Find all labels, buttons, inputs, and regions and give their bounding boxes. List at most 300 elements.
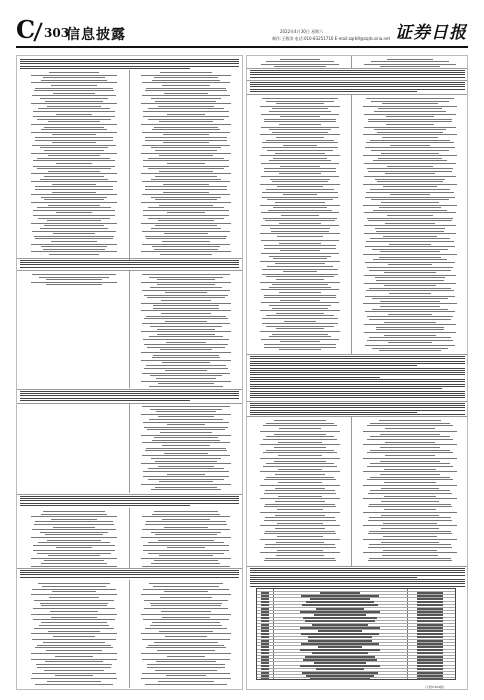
text-line — [368, 121, 452, 122]
text-line — [141, 360, 230, 361]
text-line — [267, 266, 334, 267]
text-line — [154, 77, 218, 78]
text-line — [264, 520, 336, 521]
text-line — [278, 442, 321, 443]
section-divider — [247, 80, 468, 81]
text-line — [145, 236, 227, 237]
text-line — [148, 479, 225, 480]
text-line — [276, 542, 325, 543]
text-line — [144, 295, 228, 296]
text-line — [142, 673, 230, 674]
text-line — [20, 59, 239, 60]
text-line — [35, 137, 113, 138]
text-line — [147, 297, 226, 298]
text-line — [145, 140, 227, 141]
text-line — [280, 166, 319, 167]
text-line — [363, 184, 456, 185]
text-line — [143, 476, 228, 477]
text-line — [363, 458, 456, 459]
text-line — [152, 129, 221, 130]
text-line — [44, 150, 104, 151]
text-line — [261, 212, 339, 213]
text-line — [272, 108, 327, 109]
text-line — [384, 509, 437, 510]
text-line — [35, 238, 113, 239]
text-line — [151, 489, 220, 490]
text-line — [381, 501, 439, 502]
text-line — [164, 527, 208, 528]
text-line — [33, 619, 116, 620]
text-line — [32, 589, 115, 590]
text-line — [37, 158, 110, 159]
text-line — [31, 653, 117, 654]
text-line — [269, 111, 331, 112]
text-line — [283, 194, 318, 195]
text-line — [262, 274, 338, 275]
text-line — [370, 463, 450, 464]
text-line — [52, 142, 95, 143]
text-line — [43, 511, 105, 512]
text-line — [250, 370, 465, 371]
text-line — [154, 642, 218, 643]
text-line — [40, 147, 107, 148]
text-line — [151, 563, 220, 564]
text-line — [276, 103, 324, 104]
text-line — [385, 455, 436, 456]
text-line — [47, 540, 100, 541]
text-line — [364, 283, 457, 284]
text-line — [275, 474, 326, 475]
text-line — [250, 412, 417, 413]
text-line — [41, 563, 107, 564]
text-line — [367, 479, 452, 480]
text-line — [141, 303, 230, 304]
text-line — [364, 324, 457, 325]
text-line — [370, 477, 451, 478]
text-line — [364, 114, 456, 115]
text-line — [373, 259, 448, 260]
text-line — [376, 327, 444, 328]
text-line — [389, 293, 432, 294]
text-line — [260, 458, 340, 459]
text-line — [369, 270, 451, 271]
text-line — [20, 574, 239, 575]
text-line — [33, 210, 115, 211]
text-line — [261, 114, 339, 115]
text-line — [250, 393, 465, 394]
text-line — [31, 251, 117, 252]
text-line — [375, 277, 444, 278]
text-line — [20, 262, 239, 263]
text-line — [144, 608, 229, 609]
section-divider — [17, 270, 243, 271]
text-line — [51, 617, 97, 618]
text-line — [250, 377, 380, 378]
text-line — [250, 391, 465, 392]
text-line — [142, 455, 230, 456]
text-line — [20, 570, 239, 571]
text-line — [53, 93, 96, 94]
text-line — [250, 397, 465, 398]
text-line — [155, 150, 217, 151]
text-line — [390, 194, 431, 195]
text-line — [367, 439, 453, 440]
text-line — [37, 645, 110, 646]
text-line — [161, 300, 211, 301]
text-line — [370, 436, 450, 437]
text-line — [379, 420, 440, 421]
text-line — [275, 528, 324, 529]
text-line — [152, 80, 220, 81]
text-line — [261, 253, 339, 254]
text-line — [266, 101, 333, 102]
text-line — [269, 305, 331, 306]
table-cell — [310, 678, 371, 680]
text-line — [383, 236, 437, 237]
section-title: 信息披露 — [66, 27, 126, 43]
text-line — [141, 614, 231, 615]
text-line — [383, 186, 438, 187]
text-line — [147, 664, 226, 665]
text-line — [141, 75, 231, 76]
text-line — [364, 233, 457, 234]
text-line — [20, 577, 239, 578]
text-line — [263, 218, 336, 219]
text-line — [142, 373, 230, 374]
text-line — [376, 280, 444, 281]
text-line — [267, 150, 334, 151]
text-line — [162, 617, 209, 618]
text-line — [374, 111, 447, 112]
text-line — [383, 523, 436, 524]
text-line — [141, 558, 231, 559]
text-line — [32, 529, 117, 530]
text-line — [154, 249, 218, 250]
text-line — [284, 321, 317, 322]
text-line — [20, 66, 239, 67]
column-divider — [129, 508, 130, 568]
text-line — [250, 407, 465, 408]
text-line — [250, 384, 465, 385]
text-line — [278, 496, 323, 497]
continuation-note: (下转C304版) — [425, 685, 445, 689]
text-line — [37, 207, 111, 208]
left-column-text — [17, 56, 242, 689]
text-line — [34, 600, 115, 601]
text-line — [368, 520, 452, 521]
text-line — [32, 231, 117, 232]
text-line — [387, 59, 433, 60]
text-line — [368, 119, 453, 120]
text-line — [165, 292, 207, 293]
text-line — [268, 210, 331, 211]
text-line — [155, 101, 216, 102]
text-line — [40, 228, 108, 229]
text-line — [49, 254, 100, 255]
text-line — [145, 137, 226, 138]
text-line — [264, 347, 336, 348]
text-line — [20, 398, 239, 399]
text-line — [165, 321, 207, 322]
text-line — [46, 650, 101, 651]
text-line — [265, 558, 335, 559]
text-line — [153, 305, 219, 306]
text-line — [269, 336, 331, 337]
text-line — [141, 633, 231, 634]
text-line — [20, 498, 239, 499]
text-line — [260, 233, 339, 234]
text-line — [155, 534, 216, 535]
section-divider — [17, 389, 243, 390]
text-line — [160, 349, 211, 350]
text-line — [35, 189, 113, 190]
text-line — [141, 103, 231, 104]
text-line — [279, 292, 320, 293]
text-line — [145, 189, 226, 190]
text-line — [381, 153, 439, 154]
text-line — [278, 469, 322, 470]
text-line — [51, 241, 96, 242]
text-line — [157, 284, 216, 285]
text-line — [368, 506, 453, 507]
text-line — [143, 111, 229, 112]
text-line — [49, 597, 99, 598]
text-line — [53, 527, 96, 528]
text-line — [31, 153, 118, 154]
text-line — [157, 334, 215, 335]
text-line — [376, 329, 445, 330]
text-line — [388, 342, 432, 343]
text-line — [142, 323, 229, 324]
text-line — [264, 121, 336, 122]
text-line — [366, 98, 455, 99]
text-line — [50, 611, 97, 612]
text-line — [151, 605, 220, 606]
text-line — [147, 347, 225, 348]
text-line — [145, 524, 227, 525]
text-line — [20, 61, 239, 62]
text-line — [40, 98, 108, 99]
text-line — [266, 315, 333, 316]
text-line — [275, 202, 325, 203]
text-line — [372, 309, 448, 310]
text-line — [165, 636, 208, 637]
text-line — [369, 531, 451, 532]
text-line — [277, 509, 322, 510]
text-line — [382, 555, 439, 556]
text-line — [31, 223, 118, 224]
text-line — [41, 622, 106, 623]
text-line — [379, 257, 441, 258]
text-line — [154, 560, 217, 561]
text-line — [365, 345, 456, 346]
text-line — [143, 215, 229, 216]
text-line — [141, 173, 231, 174]
text-line — [277, 536, 323, 537]
text-line — [374, 129, 446, 130]
text-line — [365, 262, 456, 263]
text-line — [167, 474, 205, 475]
text-line — [160, 72, 212, 73]
text-line — [31, 566, 116, 567]
text-line — [275, 153, 324, 154]
text-line — [264, 344, 336, 345]
text-line — [150, 603, 221, 604]
text-line — [35, 647, 112, 648]
text-line — [39, 277, 110, 278]
text-line — [143, 166, 229, 167]
text-line — [38, 218, 111, 219]
text-line — [365, 246, 455, 247]
text-line — [260, 261, 340, 262]
text-line — [266, 276, 334, 277]
text-line — [250, 586, 465, 587]
text-line — [385, 223, 435, 224]
text-line — [267, 199, 333, 200]
text-line — [265, 220, 336, 221]
text-line — [388, 264, 432, 265]
text-line — [142, 132, 231, 133]
text-line — [279, 349, 320, 350]
text-line — [148, 207, 225, 208]
text-line — [152, 622, 220, 623]
text-line — [370, 189, 450, 190]
text-line — [260, 471, 340, 472]
text-line — [147, 667, 225, 668]
section-divider — [247, 416, 468, 417]
text-line — [141, 352, 231, 353]
text-line — [158, 681, 214, 682]
text-line — [375, 179, 446, 180]
text-line — [250, 372, 465, 373]
text-line — [155, 199, 218, 200]
column-divider — [129, 580, 130, 688]
text-line — [146, 88, 226, 89]
text-line — [266, 423, 334, 424]
text-line — [33, 166, 115, 167]
text-line — [31, 124, 117, 125]
text-line — [381, 515, 439, 516]
text-line — [44, 199, 104, 200]
text-line — [31, 633, 117, 634]
text-line — [261, 163, 339, 164]
text-line — [380, 306, 441, 307]
text-line — [20, 393, 239, 394]
text-line — [48, 155, 101, 156]
text-line — [142, 442, 231, 443]
text-line — [264, 248, 337, 249]
text-line — [384, 469, 435, 470]
text-line — [272, 284, 328, 285]
text-line — [156, 378, 216, 379]
text-line — [260, 282, 340, 283]
text-line — [367, 340, 454, 341]
text-line — [383, 536, 437, 537]
text-line — [382, 137, 437, 138]
text-line — [269, 160, 332, 161]
text-line — [260, 539, 340, 540]
text-line — [363, 485, 456, 486]
text-line — [51, 85, 97, 86]
text-line — [162, 445, 209, 446]
text-line — [265, 490, 334, 491]
text-line — [274, 420, 326, 421]
text-line — [148, 158, 224, 159]
text-line — [378, 158, 441, 159]
text-line — [20, 264, 239, 265]
text-line — [383, 550, 437, 551]
text-line — [385, 173, 434, 174]
text-line — [260, 184, 340, 185]
text-line — [384, 335, 436, 336]
text-line — [276, 555, 324, 556]
text-line — [167, 656, 206, 657]
text-line — [368, 560, 452, 561]
text-line — [166, 675, 206, 676]
text-line — [280, 250, 319, 251]
text-line — [148, 468, 224, 469]
text-line — [31, 173, 118, 174]
text-line — [20, 503, 239, 504]
text-line — [261, 225, 340, 226]
text-line — [369, 558, 451, 559]
text-line — [158, 540, 214, 541]
text-line — [143, 471, 229, 472]
text-line — [269, 256, 332, 257]
text-line — [264, 297, 336, 298]
text-line — [167, 212, 205, 213]
text-line — [146, 647, 227, 648]
text-line — [264, 479, 337, 480]
text-line — [250, 570, 465, 571]
text-line — [262, 318, 338, 319]
text-line — [273, 207, 326, 208]
text-line — [264, 171, 335, 172]
text-line — [167, 547, 205, 548]
text-line — [369, 337, 451, 338]
text-line — [32, 95, 117, 96]
text-line — [276, 328, 324, 329]
text-line — [142, 639, 229, 640]
text-line — [277, 186, 324, 187]
text-line — [250, 82, 465, 83]
text-line — [363, 512, 456, 513]
text-line — [35, 684, 113, 685]
text-line — [167, 424, 206, 425]
text-line — [250, 575, 465, 576]
text-line — [371, 150, 449, 151]
text-line — [155, 176, 217, 177]
text-line — [271, 231, 328, 232]
text-line — [365, 311, 456, 312]
text-line — [250, 568, 465, 569]
text-line — [281, 215, 320, 216]
text-line — [250, 77, 465, 78]
text-line — [264, 506, 336, 507]
text-line — [159, 205, 213, 206]
table-cell — [261, 678, 269, 680]
text-line — [167, 163, 204, 164]
text-line — [260, 512, 340, 513]
text-line — [390, 145, 430, 146]
text-line — [164, 453, 209, 454]
text-line — [250, 72, 465, 73]
text-line — [277, 523, 322, 524]
text-line — [141, 537, 231, 538]
text-line — [279, 124, 320, 125]
newspaper-logo: 证券日报 — [395, 23, 467, 43]
text-line — [379, 350, 440, 351]
